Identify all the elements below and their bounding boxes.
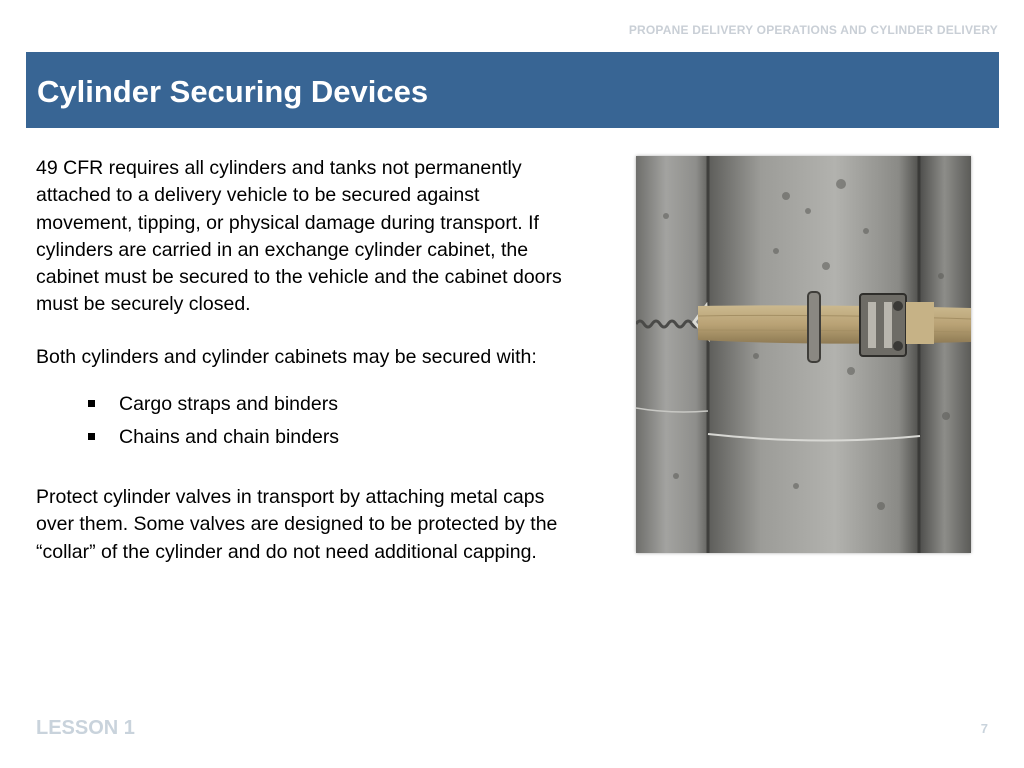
paragraph-valves: Protect cylinder valves in transport by attaching metal caps over them. Some valves are designed to be protected by the “collar” of the cylinder and do not need additional capping. xyxy=(36,486,558,563)
bullet-square-icon xyxy=(88,400,95,407)
paragraph-securing: Both cylinders and cylinder cabinets may be secured with: xyxy=(36,345,537,368)
list-item xyxy=(36,391,566,424)
paragraph-regulation: 49 CFR requires all cylinders and tanks not permanently attached to a delivery vehicle to be secured against movement, tipping, or physical damage during transport. If cylinders are carried in an exchange cylinder cabinet, the cabinet must be secured to the vehicle and the cabinet doors must be securely closed. xyxy=(36,157,562,316)
securing-methods-list xyxy=(36,391,566,457)
cylinder-strap-photo xyxy=(636,156,971,553)
slide-title: Cylinder Securing Devices xyxy=(37,74,429,109)
list-item xyxy=(36,424,566,457)
list-item-text: Chains and chain binders xyxy=(119,426,340,449)
lesson-label: LESSON 1 xyxy=(36,717,135,739)
page-number: 7 xyxy=(980,721,988,736)
list-item-text: Cargo straps and binders xyxy=(119,393,338,416)
title-bar xyxy=(26,52,999,128)
course-title: PROPANE DELIVERY OPERATIONS AND CYLINDER DELIVERY xyxy=(628,23,998,37)
bullet-square-icon xyxy=(88,433,95,440)
slide-body xyxy=(36,155,566,591)
